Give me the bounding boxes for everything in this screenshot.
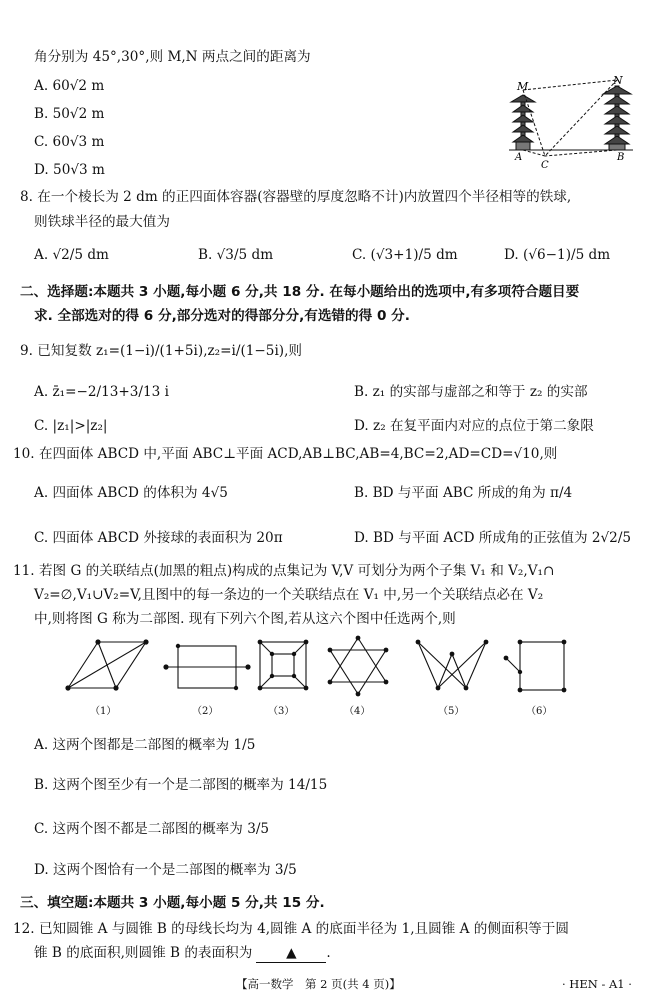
q12-line2-wrap: 锥 B 的底面积,则圆锥 B 的表面积为 ▲ . [34, 945, 331, 961]
graph-5 [418, 642, 486, 688]
q8-option-a: A. √2/5 dm [34, 247, 109, 263]
q11-line3: 中,则将图 G 称为二部图. 现有下列六个图,若从这六个图中任选两个,则 [34, 611, 456, 627]
blank-triangle-icon: ▲ [286, 945, 297, 961]
graph-label-4: （4） [344, 706, 371, 717]
q11-option-a: A. 这两个图都是二部图的概率为 1/5 [34, 737, 256, 753]
q9-stem: 9. 已知复数 z₁=(1−i)/(1+5i),z₂=i/(1−5i),则 [20, 343, 303, 359]
q8-option-c: C. (√3+1)/5 dm [352, 247, 458, 263]
q10-option-c: C. 四面体 ABCD 外接球的表面积为 20π [34, 530, 283, 546]
q8-line1: 8. 在一个棱长为 2 dm 的正四面体容器(容器壁的厚度忽略不计)内放置四个半径相等的铁球, [20, 189, 572, 205]
section3-title: 三、填空题:本题共 3 小题,每小题 5 分,共 15 分. [20, 895, 325, 911]
answer-blank [256, 944, 326, 963]
q12-line1: 12. 已知圆锥 A 与圆锥 B 的母线长均为 4,圆锥 A 的底面半径为 1,且圆锥 A 的侧面积等于圆 [13, 921, 569, 937]
q11-line2: V₂=∅,V₁∪V₂=V,且图中的每一条边的一个关联结点在 V₁ 中,另一个关联结点必在 V₂ [34, 587, 544, 603]
q8-option-b: B. √3/5 dm [198, 247, 274, 263]
q11-line1: 11. 若图 G 的关联结点(加黑的粗点)构成的点集记为 V,V 可划分为两个子集 V₁ 和 V₂,V₁∩ [13, 563, 555, 579]
q10-option-d: D. BD 与平面 ACD 所成角的正弦值为 2√2/5 [354, 530, 632, 546]
footer-page-info: 【高一数学 第 2 页(共 4 页)】 [236, 977, 401, 991]
footer-code: · HEN - A1 · [562, 977, 632, 991]
label-B: B [617, 152, 625, 163]
graph-1 [68, 642, 146, 688]
q11-option-b: B. 这两个图至少有一个是二部图的概率为 14/15 [34, 777, 328, 793]
q8-option-d: D. (√6−1)/5 dm [504, 247, 611, 263]
q12-line2: 锥 B 的底面积,则圆锥 B 的表面积为 [34, 945, 253, 961]
graph-2 [166, 646, 248, 688]
q9-option-b: B. z₁ 的实部与虚部之和等于 z₂ 的实部 [354, 384, 588, 400]
pagoda-figure [505, 76, 635, 172]
q9-option-d: D. z₂ 在复平面内对应的点位于第二象限 [354, 418, 594, 434]
q11-option-c: C. 这两个图不都是二部图的概率为 3/5 [34, 821, 270, 837]
graph-3 [260, 642, 306, 688]
label-N: N [613, 76, 623, 87]
q7-option-d: D. 50√3 m [34, 162, 105, 178]
q10-option-a: A. 四面体 ABCD 的体积为 4√5 [34, 485, 228, 501]
graph-figures [60, 632, 600, 722]
q9-option-c: C. |z₁|>|z₂| [34, 418, 108, 434]
graph-label-5: （5） [438, 706, 465, 717]
q7-option-c: C. 60√3 m [34, 134, 105, 150]
graph-4 [330, 638, 386, 694]
left-pagoda [511, 95, 535, 150]
q7-option-a: A. 60√2 m [34, 78, 105, 94]
q11-option-d: D. 这两个图恰有一个是二部图的概率为 3/5 [34, 862, 297, 878]
label-A: A [515, 152, 523, 163]
label-M: M [517, 80, 529, 93]
graph-label-3: （3） [268, 706, 295, 717]
right-pagoda [603, 86, 631, 150]
label-C: C [541, 160, 549, 171]
graph-label-1: （1） [90, 706, 117, 717]
graph-label-2: （2） [192, 706, 219, 717]
q10-stem: 10. 在四面体 ABCD 中,平面 ABC⊥平面 ACD,AB⊥BC,AB=4,BC=2,AD=CD=√10,则 [13, 446, 558, 462]
graph-label-6: （6） [526, 706, 553, 717]
q8-line2: 则铁球半径的最大值为 [34, 214, 170, 230]
section2-line1: 二、选择题:本题共 3 小题,每小题 6 分,共 18 分. 在每小题给出的选项中,有多项符合题目要 [20, 284, 580, 300]
q9-option-a: A. z̄₁=−2/13+3/13 i [34, 384, 169, 400]
section2-line2: 求. 全部选对的得 6 分,部分选对的得部分分,有选错的得 0 分. [34, 308, 410, 324]
graph-6 [506, 642, 564, 690]
q7-option-b: B. 50√2 m [34, 106, 105, 122]
q10-option-b: B. BD 与平面 ABC 所成的角为 π/4 [354, 485, 573, 501]
q7-stem-end: 角分别为 45°,30°,则 M,N 两点之间的距离为 [34, 49, 311, 65]
